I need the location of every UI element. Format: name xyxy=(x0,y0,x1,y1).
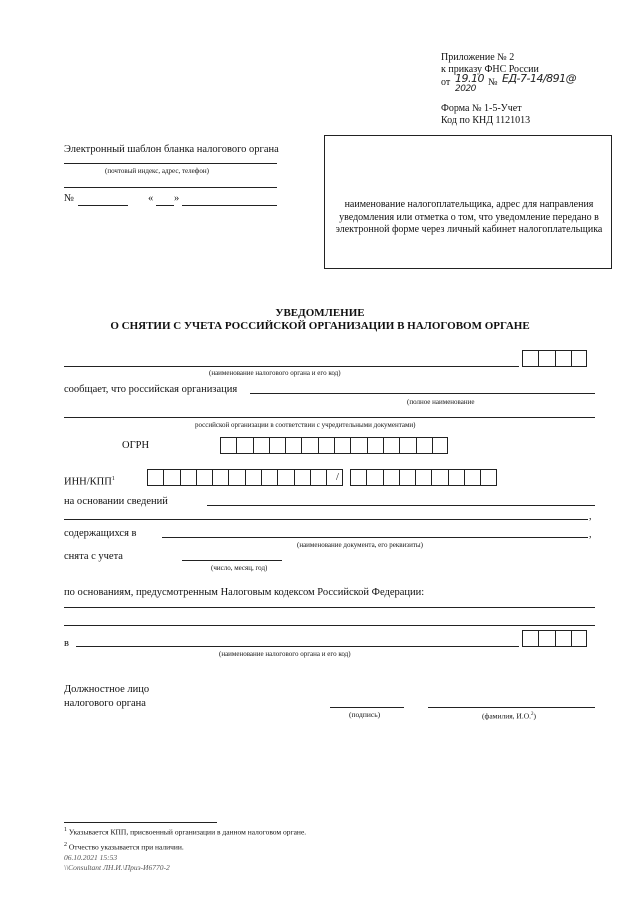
reports-label: сообщает, что российская организация xyxy=(64,384,238,395)
address-line-2 xyxy=(64,187,277,188)
tax-authority-line xyxy=(64,366,519,367)
official-line1: Должностное лицо xyxy=(64,684,150,695)
appendix-line3-prefix: от xyxy=(441,77,451,88)
handwritten-date: 19.10 xyxy=(455,72,484,85)
form-number: Форма № 1-5-Учет xyxy=(441,103,522,114)
inn-kpp-slash: / xyxy=(336,472,339,483)
handwritten-year: 2020 xyxy=(455,84,476,94)
basis-label: на основании сведений xyxy=(64,496,168,507)
document-caption: (наименование документа, его реквизиты) xyxy=(297,541,423,549)
footnote-separator xyxy=(64,822,217,823)
document-line xyxy=(162,537,588,538)
address-line xyxy=(64,163,277,164)
name-line xyxy=(428,707,595,708)
number-line xyxy=(78,205,128,206)
footnote-1-text: Указывается КПП, присвоенный организации в данном налоговом органе. xyxy=(68,827,307,837)
print-stamp-path: \\Consultant ЛН.И.\Приз-И6770-2 xyxy=(64,863,170,872)
kpp-cells xyxy=(350,469,497,486)
doc-title-line1: УВЕДОМЛЕНИЕ xyxy=(275,307,365,319)
full-name-caption: (полное наименование xyxy=(407,398,475,406)
tax-authority-caption: (наименование налогового органа и его код) xyxy=(209,369,341,377)
knd-code: Код по КНД 1121013 xyxy=(441,115,531,126)
footnote-1-num: 1 xyxy=(64,827,67,833)
tax-authority-caption-2: (наименование налогового органа и его код) xyxy=(219,650,351,658)
ogrn-label: ОГРН xyxy=(122,440,150,451)
appendix-line2: к приказу ФНС России xyxy=(441,64,539,75)
grounds-line-2 xyxy=(64,625,595,626)
signature-line xyxy=(330,707,404,708)
recipient-box xyxy=(324,135,612,269)
tax-authority-code-cells xyxy=(522,350,587,367)
date-day-line xyxy=(156,205,174,206)
footnote-2 xyxy=(64,841,184,852)
address-caption: (почтовый индекс, адрес, телефон) xyxy=(105,167,209,175)
deregistration-date-line xyxy=(182,560,282,561)
official-line2: налогового органа xyxy=(64,698,146,709)
appendix-line1: Приложение № 2 xyxy=(441,52,515,63)
date-month-year-line xyxy=(182,205,277,206)
ogrn-cells xyxy=(220,437,448,454)
footnote-2-num: 2 xyxy=(64,842,67,848)
doc-title-line2: О СНЯТИИ С УЧЕТА РОССИЙСКОЙ ОРГАНИЗАЦИИ В НАЛОГОВОМ ОРГАНЕ xyxy=(110,320,530,332)
contained-label: содержащихся в xyxy=(64,528,137,539)
signature-caption: (подпись) xyxy=(349,710,381,719)
new-tax-authority-code-cells xyxy=(522,630,587,647)
inn-kpp-sup: 1 xyxy=(111,476,115,482)
inn-kpp-text: ИНН/КПП xyxy=(64,476,112,488)
name-caption-text: (фамилия, И.О. xyxy=(482,711,531,721)
full-name-caption-2: российской организации в соответствии с учредительными документами) xyxy=(195,421,416,429)
handwritten-number: ЕД-7-14/891@ xyxy=(502,72,577,85)
grounds-label: по основаниям, предусмотренным Налоговым кодексом Российской Федерации: xyxy=(64,587,425,598)
org-name-line-2 xyxy=(64,417,595,418)
basis-line xyxy=(207,505,595,506)
deregistered-label: снята с учета xyxy=(64,551,123,562)
number-label: № xyxy=(64,193,75,204)
inn-cells xyxy=(147,469,343,486)
name-caption-sup: 2 xyxy=(530,712,534,717)
document-comma: , xyxy=(589,529,592,540)
grounds-line-1 xyxy=(64,607,595,608)
name-caption-close: ) xyxy=(533,711,536,721)
name-caption xyxy=(482,710,536,721)
print-stamp-date: 06.10.2021 15:53 xyxy=(64,853,118,862)
template-title: Электронный шаблон бланка налогового органа xyxy=(64,144,279,155)
date-quote-close: » xyxy=(174,193,180,204)
org-name-line xyxy=(250,393,595,394)
basis-comma: , xyxy=(589,511,592,522)
recipient-text: наименование налогоплательщика, адрес для направления уведомления или отметка о том, что уведомление передано в электронной форме через личный кабинет налогоплательщика xyxy=(335,199,603,235)
footnote-1 xyxy=(64,826,306,837)
inn-kpp-label xyxy=(64,473,115,489)
handwritten-number-mark: № xyxy=(488,77,498,88)
basis-line-2 xyxy=(64,519,588,520)
in-label: в xyxy=(64,638,69,649)
new-tax-authority-line xyxy=(76,646,519,647)
footnote-2-text: Отчество указывается при наличии. xyxy=(68,842,184,852)
date-quote-open: « xyxy=(148,193,154,204)
date-caption: (число, месяц, год) xyxy=(211,564,268,572)
